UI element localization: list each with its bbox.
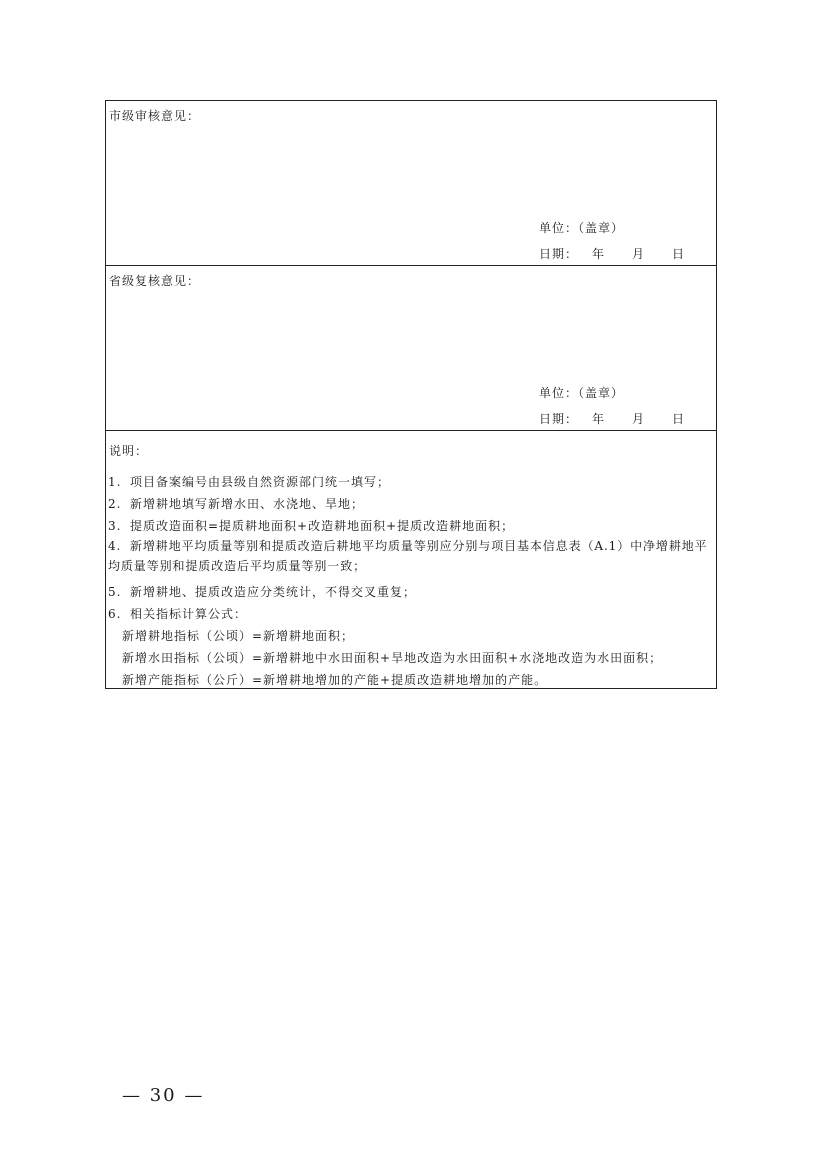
city-date-line	[539, 245, 685, 262]
province-unit-seal-label: 单位：（盖章）	[539, 386, 625, 400]
note-item-2	[108, 495, 364, 512]
note-item-3	[108, 517, 514, 534]
notes-section	[106, 431, 716, 688]
province-date-label: 日期：	[539, 412, 579, 426]
city-date-day: 日	[672, 247, 686, 261]
province-date-day: 日	[672, 412, 686, 426]
page-number: — 30 —	[122, 1085, 205, 1106]
note-item-5	[108, 583, 416, 600]
note-text: 新增耕地、提质改造应分类统计，不得交叉重复；	[130, 585, 417, 599]
note-number: 5.	[108, 585, 122, 599]
note-item-4	[108, 536, 716, 576]
province-review-section	[106, 266, 716, 431]
province-date-line	[539, 410, 685, 427]
note-number: 4.	[108, 539, 122, 553]
note-text: 相关指标计算公式：	[130, 607, 248, 621]
note-item-1	[108, 473, 390, 490]
note-number: 1.	[108, 475, 122, 489]
city-date-month: 月	[632, 247, 646, 261]
city-date-year: 年	[592, 247, 606, 261]
note-number: 3.	[108, 519, 122, 533]
note-text: 项目备案编号由县级自然资源部门统一填写；	[130, 475, 391, 489]
city-unit-seal-label: 单位：（盖章）	[539, 221, 625, 235]
province-date-month: 月	[632, 412, 646, 426]
note-text: 新增耕地填写新增水田、水浇地、旱地；	[130, 497, 365, 511]
province-date-year: 年	[592, 412, 606, 426]
note-text: 提质改造面积=提质耕地面积+改造耕地面积+提质改造耕地面积；	[130, 519, 515, 533]
review-form-table	[105, 100, 717, 689]
formula-new-farmland: 新增耕地指标（公顷）=新增耕地面积；	[122, 629, 355, 643]
formula-new-paddy: 新增水田指标（公顷）=新增耕地中水田面积+旱地改造为水田面积+水浇地改造为水田面积；	[122, 651, 663, 665]
notes-title: 说明：	[109, 444, 149, 458]
province-review-title: 省级复核意见：	[109, 274, 201, 288]
note-number: 6.	[108, 607, 122, 621]
note-text: 新增耕地平均质量等别和提质改造后耕地平均质量等别应分别与项目基本信息表（A.1）中净增耕地平均质量等别和提质改造后平均质量等别一致；	[108, 539, 708, 573]
note-number: 2.	[108, 497, 122, 511]
city-review-title: 市级审核意见：	[109, 109, 201, 123]
city-review-section	[106, 101, 716, 266]
city-date-label: 日期：	[539, 247, 579, 261]
note-item-6	[108, 605, 247, 622]
formula-new-capacity: 新增产能指标（公斤）=新增耕地增加的产能+提质改造耕地增加的产能。	[122, 673, 548, 687]
